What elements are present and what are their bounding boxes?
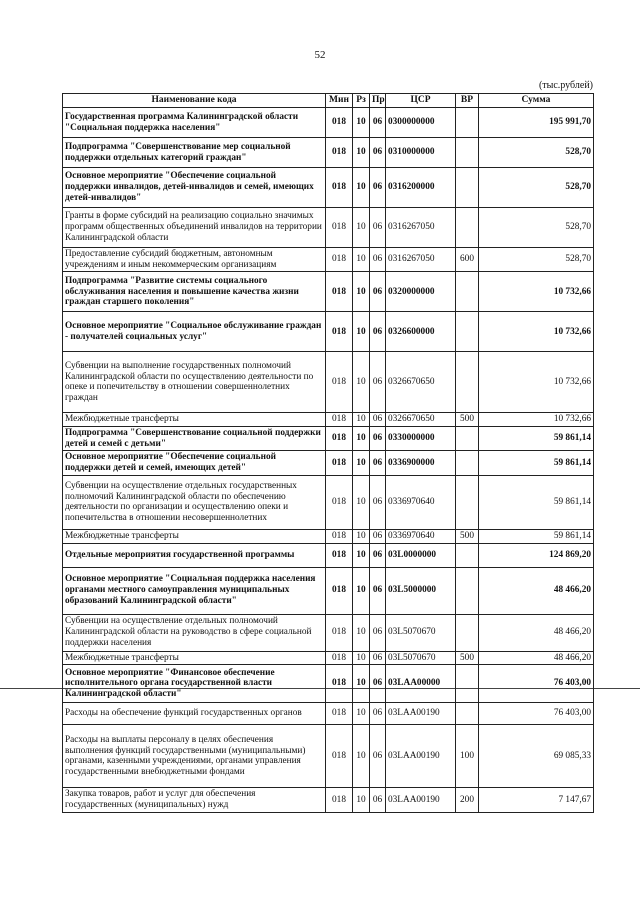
cell-sum: 10 732,66 bbox=[479, 413, 594, 427]
cell-vr bbox=[456, 475, 479, 529]
cell-name: Государственная программа Калининградской области "Социальная поддержка населения" bbox=[63, 108, 326, 138]
table-row bbox=[63, 543, 594, 567]
cell-csr: 0336970640 bbox=[386, 475, 456, 529]
cell-min: 018 bbox=[326, 272, 353, 312]
cell-sum: 48 466,20 bbox=[479, 614, 594, 651]
table-header-row bbox=[63, 94, 594, 108]
table-row bbox=[63, 703, 594, 725]
cell-pr: 06 bbox=[370, 208, 386, 248]
cell-vr bbox=[456, 665, 479, 703]
cell-pr: 06 bbox=[370, 543, 386, 567]
cell-pr: 06 bbox=[370, 567, 386, 614]
cell-csr: 03LAA00190 bbox=[386, 703, 456, 725]
cell-name: Субвенции на осуществление отдельных государственных полномочий Калининградской области по обеспечению деятельности по организации и осуществлению опеки и попечительства в отношении несовершеннолетних bbox=[63, 475, 326, 529]
header-min: Мин bbox=[326, 94, 353, 108]
cell-rz: 10 bbox=[353, 475, 370, 529]
table-body bbox=[63, 108, 594, 813]
cell-min: 018 bbox=[326, 312, 353, 352]
cell-sum: 59 861,14 bbox=[479, 427, 594, 451]
cell-name: Основное мероприятие "Социальная поддержка населения органами местного самоуправления муниципальных образований Калининградской области" bbox=[63, 567, 326, 614]
cell-min: 018 bbox=[326, 703, 353, 725]
header-csr: ЦСР bbox=[386, 94, 456, 108]
cell-pr: 06 bbox=[370, 725, 386, 788]
cell-csr: 0326670650 bbox=[386, 413, 456, 427]
table-row bbox=[63, 168, 594, 208]
cell-vr bbox=[456, 168, 479, 208]
cell-min: 018 bbox=[326, 208, 353, 248]
cell-pr: 06 bbox=[370, 529, 386, 543]
cell-pr: 06 bbox=[370, 475, 386, 529]
cell-rz: 10 bbox=[353, 208, 370, 248]
cell-pr: 06 bbox=[370, 665, 386, 703]
cell-vr bbox=[456, 312, 479, 352]
cell-min: 018 bbox=[326, 248, 353, 272]
header-rz: Рз bbox=[353, 94, 370, 108]
cell-rz: 10 bbox=[353, 529, 370, 543]
cell-min: 018 bbox=[326, 543, 353, 567]
cell-csr: 0300000000 bbox=[386, 108, 456, 138]
cell-pr: 06 bbox=[370, 352, 386, 413]
cell-name: Основное мероприятие "Обеспечение социальной поддержки инвалидов, детей-инвалидов и семей, имеющих детей-инвалидов" bbox=[63, 168, 326, 208]
cell-vr: 500 bbox=[456, 413, 479, 427]
cell-pr: 06 bbox=[370, 272, 386, 312]
table-row bbox=[63, 427, 594, 451]
cell-vr bbox=[456, 703, 479, 725]
cell-min: 018 bbox=[326, 788, 353, 812]
cell-csr: 0320000000 bbox=[386, 272, 456, 312]
cell-sum: 195 991,70 bbox=[479, 108, 594, 138]
cell-pr: 06 bbox=[370, 427, 386, 451]
cell-sum: 10 732,66 bbox=[479, 272, 594, 312]
cell-pr: 06 bbox=[370, 451, 386, 475]
cell-vr: 100 bbox=[456, 725, 479, 788]
cell-csr: 03L5070670 bbox=[386, 614, 456, 651]
cell-vr bbox=[456, 138, 479, 168]
cell-rz: 10 bbox=[353, 272, 370, 312]
cell-min: 018 bbox=[326, 567, 353, 614]
cell-min: 018 bbox=[326, 651, 353, 665]
cell-csr: 0316200000 bbox=[386, 168, 456, 208]
cell-sum: 7 147,67 bbox=[479, 788, 594, 812]
cell-name: Основное мероприятие "Социальное обслуживание граждан - получателей социальных услуг" bbox=[63, 312, 326, 352]
cell-sum: 528,70 bbox=[479, 138, 594, 168]
cell-pr: 06 bbox=[370, 651, 386, 665]
cell-sum: 124 869,20 bbox=[479, 543, 594, 567]
cell-csr: 0310000000 bbox=[386, 138, 456, 168]
cell-sum: 59 861,14 bbox=[479, 451, 594, 475]
cell-pr: 06 bbox=[370, 413, 386, 427]
cell-rz: 10 bbox=[353, 567, 370, 614]
page-number: 52 bbox=[314, 49, 326, 61]
table-row bbox=[63, 614, 594, 651]
cell-min: 018 bbox=[326, 413, 353, 427]
cell-name: Предоставление субсидий бюджетным, автономным учреждениям и иным некоммерческим организациям bbox=[63, 248, 326, 272]
cell-sum: 76 403,00 bbox=[479, 703, 594, 725]
cell-name: Межбюджетные трансферты bbox=[63, 413, 326, 427]
header-pr: Пр bbox=[370, 94, 386, 108]
cell-rz: 10 bbox=[353, 651, 370, 665]
cell-sum: 59 861,14 bbox=[479, 529, 594, 543]
cell-rz: 10 bbox=[353, 168, 370, 208]
cell-sum: 48 466,20 bbox=[479, 567, 594, 614]
header-sum: Сумма bbox=[479, 94, 594, 108]
cell-csr: 0336970640 bbox=[386, 529, 456, 543]
cell-rz: 10 bbox=[353, 248, 370, 272]
cell-pr: 06 bbox=[370, 248, 386, 272]
table-row bbox=[63, 352, 594, 413]
cell-rz: 10 bbox=[353, 725, 370, 788]
cell-sum: 48 466,20 bbox=[479, 651, 594, 665]
header-name: Наименование кода bbox=[63, 94, 326, 108]
cell-min: 018 bbox=[326, 352, 353, 413]
cell-rz: 10 bbox=[353, 108, 370, 138]
cell-name: Субвенции на выполнение государственных полномочий Калининградской области по осуществлению деятельности по опеке и попечительству в отношении совершеннолетних граждан bbox=[63, 352, 326, 413]
cell-sum: 69 085,33 bbox=[479, 725, 594, 788]
cell-rz: 10 bbox=[353, 413, 370, 427]
cell-vr bbox=[456, 614, 479, 651]
cell-rz: 10 bbox=[353, 451, 370, 475]
cell-min: 018 bbox=[326, 427, 353, 451]
cell-rz: 10 bbox=[353, 614, 370, 651]
cell-min: 018 bbox=[326, 168, 353, 208]
table-row bbox=[63, 312, 594, 352]
cell-name: Гранты в форме субсидий на реализацию социально значимых программ общественных объединений инвалидов на территории Калининградской области bbox=[63, 208, 326, 248]
cell-sum: 10 732,66 bbox=[479, 352, 594, 413]
cell-sum: 59 861,14 bbox=[479, 475, 594, 529]
cell-rz: 10 bbox=[353, 312, 370, 352]
cell-vr: 500 bbox=[456, 529, 479, 543]
cell-min: 018 bbox=[326, 451, 353, 475]
header-vr: ВР bbox=[456, 94, 479, 108]
cell-vr bbox=[456, 543, 479, 567]
cell-csr: 03LAA00190 bbox=[386, 788, 456, 812]
table-row bbox=[63, 529, 594, 543]
cell-min: 018 bbox=[326, 725, 353, 788]
cell-csr: 0326670650 bbox=[386, 352, 456, 413]
table-row bbox=[63, 651, 594, 665]
table-row bbox=[63, 475, 594, 529]
table-row bbox=[63, 208, 594, 248]
cell-pr: 06 bbox=[370, 108, 386, 138]
table-row bbox=[63, 665, 594, 703]
cell-rz: 10 bbox=[353, 352, 370, 413]
cell-pr: 06 bbox=[370, 703, 386, 725]
cell-vr bbox=[456, 427, 479, 451]
cell-csr: 03L5070670 bbox=[386, 651, 456, 665]
cell-name: Расходы на обеспечение функций государственных органов bbox=[63, 703, 326, 725]
cell-vr: 600 bbox=[456, 248, 479, 272]
table-row bbox=[63, 567, 594, 614]
cell-rz: 10 bbox=[353, 427, 370, 451]
cell-name: Субвенции на осуществление отдельных полномочий Калининградской области на руководство в сфере социальной поддержки населения bbox=[63, 614, 326, 651]
cell-name: Подпрограмма "Развитие системы социального обслуживания населения и повышение качества жизни граждан старшего поколения" bbox=[63, 272, 326, 312]
cell-min: 018 bbox=[326, 475, 353, 529]
cell-name: Межбюджетные трансферты bbox=[63, 529, 326, 543]
cell-rz: 10 bbox=[353, 665, 370, 703]
cell-name: Подпрограмма "Совершенствование мер социальной поддержки отдельных категорий граждан" bbox=[63, 138, 326, 168]
cell-csr: 0326600000 bbox=[386, 312, 456, 352]
cell-vr bbox=[456, 208, 479, 248]
cell-csr: 03L0000000 bbox=[386, 543, 456, 567]
cell-csr: 0330000000 bbox=[386, 427, 456, 451]
table-row bbox=[63, 138, 594, 168]
cell-pr: 06 bbox=[370, 168, 386, 208]
cell-rz: 10 bbox=[353, 703, 370, 725]
cell-rz: 10 bbox=[353, 543, 370, 567]
cell-sum: 10 732,66 bbox=[479, 312, 594, 352]
cell-csr: 03LAA00000 bbox=[386, 665, 456, 703]
table-row bbox=[63, 108, 594, 138]
table-row bbox=[63, 272, 594, 312]
cell-csr: 0336900000 bbox=[386, 451, 456, 475]
cell-min: 018 bbox=[326, 665, 353, 703]
cell-vr bbox=[456, 567, 479, 614]
cell-csr: 03L5000000 bbox=[386, 567, 456, 614]
cell-pr: 06 bbox=[370, 788, 386, 812]
cell-rz: 10 bbox=[353, 788, 370, 812]
cell-csr: 03LAA00190 bbox=[386, 725, 456, 788]
cell-name: Отдельные мероприятия государственной программы bbox=[63, 543, 326, 567]
cell-rz: 10 bbox=[353, 138, 370, 168]
table-row bbox=[63, 248, 594, 272]
cell-min: 018 bbox=[326, 529, 353, 543]
cell-sum: 528,70 bbox=[479, 208, 594, 248]
cell-vr bbox=[456, 272, 479, 312]
table-row bbox=[63, 788, 594, 812]
cell-pr: 06 bbox=[370, 138, 386, 168]
cell-name: Межбюджетные трансферты bbox=[63, 651, 326, 665]
cell-vr bbox=[456, 352, 479, 413]
cell-name: Основное мероприятие "Финансовое обеспечение исполнительного органа государственной власти Калининградской области" bbox=[63, 665, 326, 703]
table-row bbox=[63, 725, 594, 788]
table-row bbox=[63, 451, 594, 475]
cell-min: 018 bbox=[326, 108, 353, 138]
cell-csr: 0316267050 bbox=[386, 208, 456, 248]
cell-name: Расходы на выплаты персоналу в целях обеспечения выполнения функций государственными (муниципальными) органами, казенными учреждениями, органами управления государственными внебюджетными фондами bbox=[63, 725, 326, 788]
cell-sum: 528,70 bbox=[479, 168, 594, 208]
cell-name: Закупка товаров, работ и услуг для обеспечения государственных (муниципальных) нужд bbox=[63, 788, 326, 812]
cell-vr: 200 bbox=[456, 788, 479, 812]
units-label: (тыс.рублей) bbox=[538, 80, 593, 91]
cell-csr: 0316267050 bbox=[386, 248, 456, 272]
cell-sum: 76 403,00 bbox=[479, 665, 594, 703]
cell-min: 018 bbox=[326, 614, 353, 651]
table-row bbox=[63, 413, 594, 427]
cell-vr bbox=[456, 451, 479, 475]
cell-name: Подпрограмма "Совершенствование социальной поддержки детей и семей с детьми" bbox=[63, 427, 326, 451]
cell-pr: 06 bbox=[370, 312, 386, 352]
cell-vr: 500 bbox=[456, 651, 479, 665]
cell-pr: 06 bbox=[370, 614, 386, 651]
budget-table bbox=[62, 93, 594, 813]
cell-min: 018 bbox=[326, 138, 353, 168]
cell-sum: 528,70 bbox=[479, 248, 594, 272]
cell-vr bbox=[456, 108, 479, 138]
cell-name: Основное мероприятие "Обеспечение социальной поддержки детей и семей, имеющих детей" bbox=[63, 451, 326, 475]
